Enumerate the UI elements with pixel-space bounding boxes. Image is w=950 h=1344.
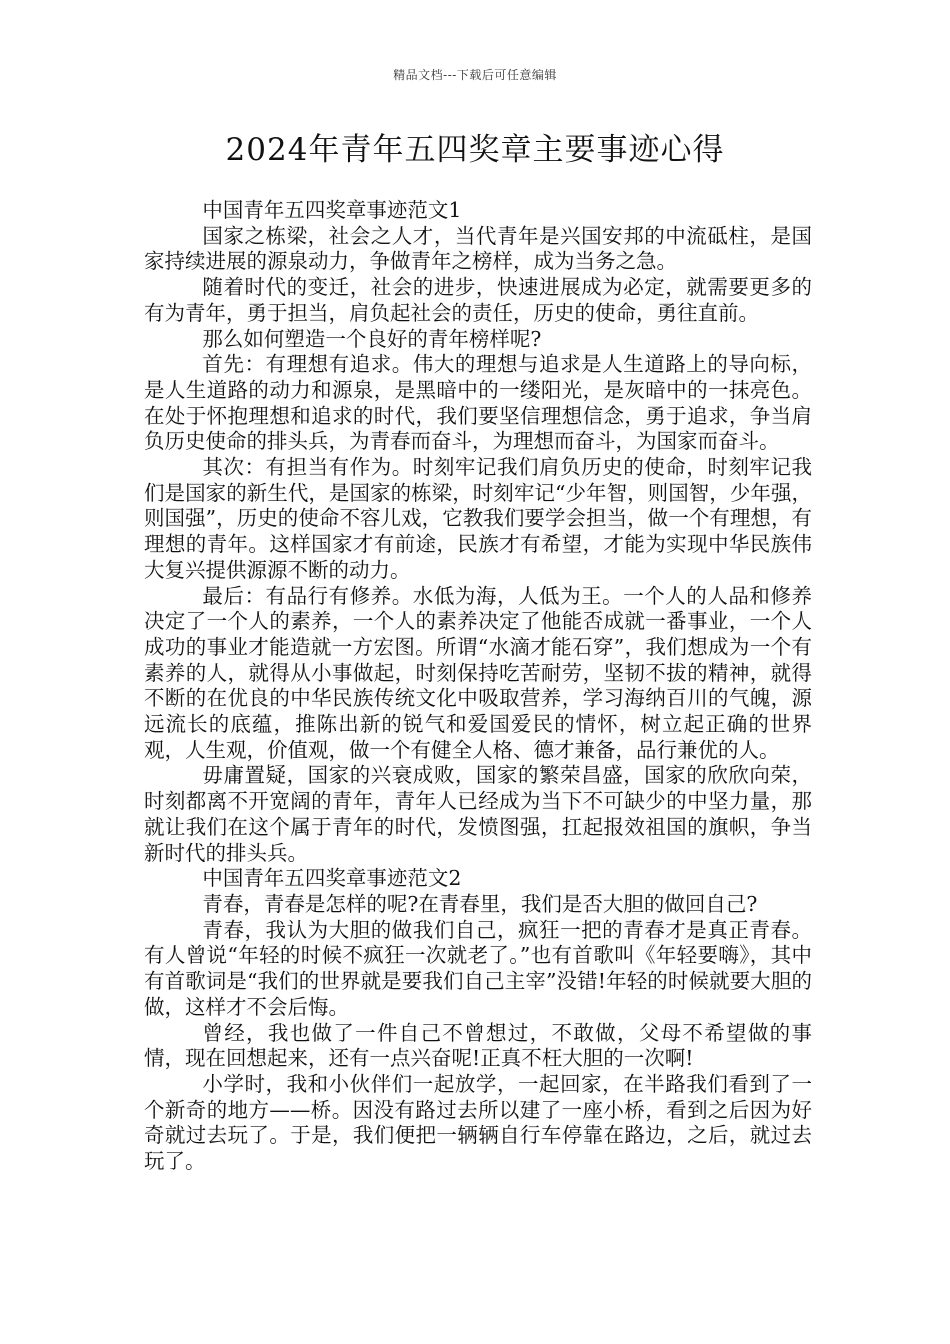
paragraph: 随着时代的变迁，社会的进步，快速进展成为必定，就需要更多的有为青年，勇于担当，肩负起社会的责任，历史的使命，勇往直前。 <box>144 275 812 325</box>
paragraph: 青春，青春是怎样的呢?在青春里，我们是否大胆的做回自己? <box>202 891 758 916</box>
paragraph: 那么如何塑造一个良好的青年榜样呢? <box>202 326 542 351</box>
paragraph: 青春，我认为大胆的做我们自己，疯狂一把的青春才是真正青春。有人曾说“年轻的时候不疯狂一次就老了。”也有首歌叫《年轻要嗨》，其中有首歌词是“我们的世界就是要我们自己主宰”没错!年轻的时候就要大胆的做，这样才不会后悔。 <box>144 917 812 1019</box>
paragraph: 其次：有担当有作为。时刻牢记我们肩负历史的使命，时刻牢记我们是国家的新生代，是国家的栋梁，时刻牢记“少年智，则国智，少年强，则国强”，历史的使命不容儿戏，它教我们要学会担当，做一个有理想，有理想的青年。这样国家才有前途，民族才有希望，才能为实现中华民族伟大复兴提供源源不断的动力。 <box>144 455 812 582</box>
paragraph: 国家之栋梁，社会之人才，当代青年是兴国安邦的中流砥柱，是国家持续进展的源泉动力，争做青年之榜样，成为当务之急。 <box>144 223 812 274</box>
paragraph: 毋庸置疑，国家的兴衰成败，国家的繁荣昌盛，国家的欣欣向荣，时刻都离不开宽阔的青年，青年人已经成为当下不可缺少的中坚力量，那就让我们在这个属于青年的时代，发愤图强，扛起报效祖国的旗帜，争当新时代的排头兵。 <box>144 763 812 865</box>
paragraph: 首先：有理想有追求。伟大的理想与追求是人生道路上的导向标，是人生道路的动力和源泉，是黑暗中的一缕阳光，是灰暗中的一抹亮色。在处于怀抱理想和追求的时代，我们要坚信理想信念，勇于追求，争当肩负历史使命的排头兵，为青春而奋斗，为理想而奋斗，为国家而奋斗。 <box>144 352 812 454</box>
section-heading-1: 中国青年五四奖章事迹范文1 <box>202 198 462 222</box>
paragraph: 小学时，我和小伙伴们一起放学，一起回家，在半路我们看到了一个新奇的地方——桥。因没有路过去所以建了一座小桥，看到之后因为好奇就过去玩了。于是，我们便把一辆辆自行车停靠在路边，之后，就过去玩了。 <box>144 1071 812 1174</box>
header-note: 精品文档---下载后可任意编辑 <box>393 68 557 82</box>
paragraph: 曾经，我也做了一件自己不曾想过，不敢做，父母不希望做的事情，现在回想起来，还有一点兴奋呢!正真不枉大胆的一次啊! <box>144 1020 812 1071</box>
paragraph: 最后：有品行有修养。水低为海，人低为王。一个人的人品和修养决定了一个人的素养，一个人的素养决定了他能否成就一番事业，一个人成功的事业才能造就一方宏图。所谓“水滴才能石穿”，我们想成为一个有素养的人，就得从小事做起，时刻保持吃苦耐劳，坚韧不拔的精神，就得不断的在优良的中华民族传统文化中吸取营养，学习海纳百川的气魄，源远流长的底蕴，推陈出新的锐气和爱国爱民的情怀，树立起正确的世界观，人生观，价值观，做一个有健全人格、德才兼备，品行兼优的人。 <box>144 583 812 762</box>
document-body <box>144 198 812 1175</box>
document-title: 2024年青年五四奖章主要事迹心得 <box>225 132 725 168</box>
section-heading-2: 中国青年五四奖章事迹范文2 <box>202 866 462 891</box>
